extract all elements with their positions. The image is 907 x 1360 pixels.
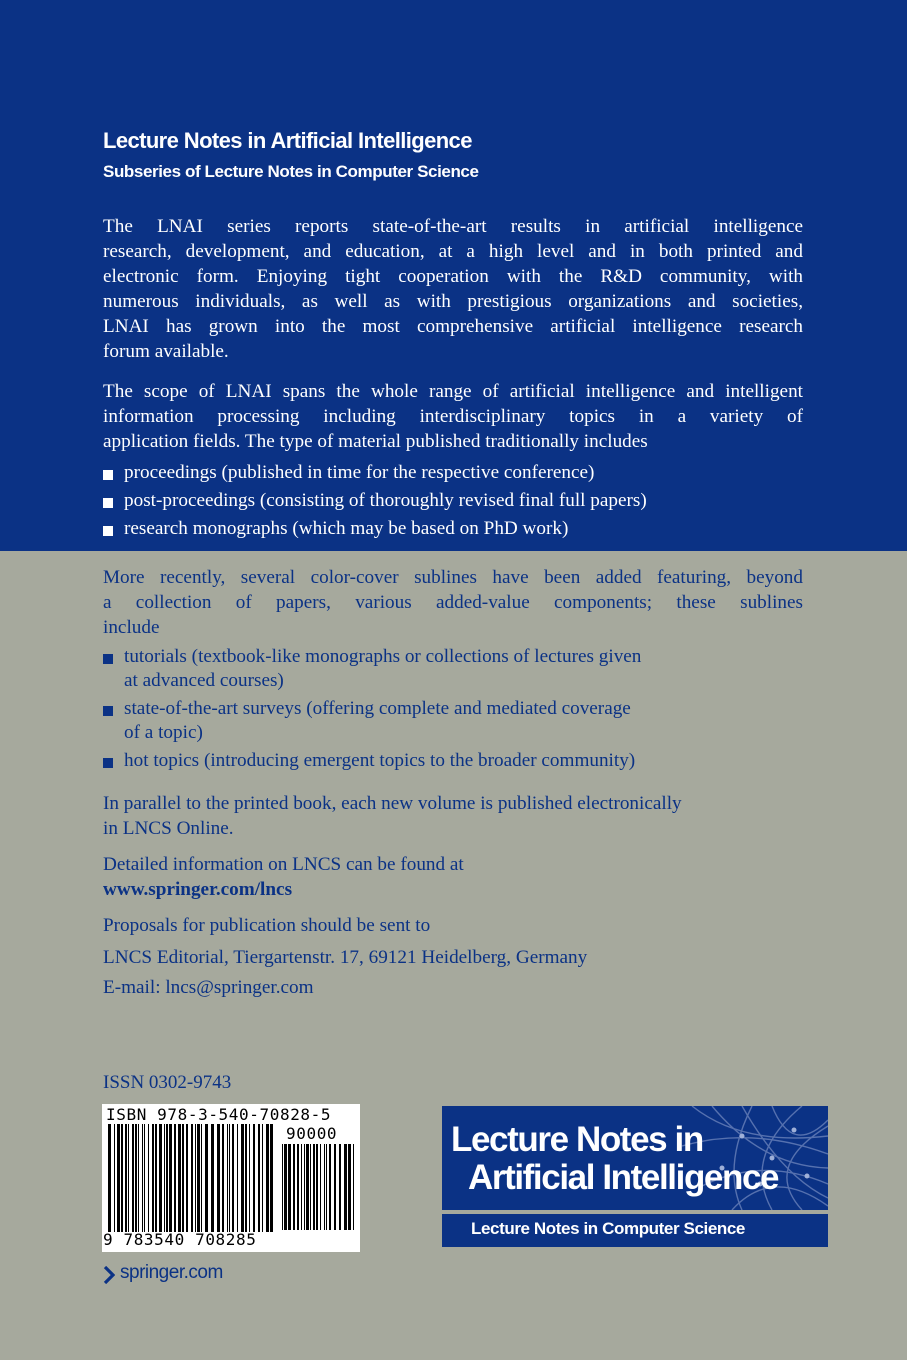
barcode-bar	[166, 1124, 168, 1232]
list-item	[103, 749, 823, 773]
logo-subline: Lecture Notes in Computer Science	[471, 1219, 745, 1238]
barcode-bar	[270, 1124, 273, 1232]
bullet-square-icon	[103, 706, 113, 716]
barcode-bar	[191, 1124, 193, 1232]
publisher-text: springer.com	[120, 1262, 223, 1283]
sublines-paragraph	[103, 565, 803, 640]
material-types-list	[103, 461, 823, 545]
barcode-bar	[339, 1144, 341, 1230]
barcode-bar	[304, 1144, 305, 1230]
barcode-bar	[316, 1144, 318, 1230]
text-line: LNAI has grown into the most comprehensive artificial intelligence research	[103, 316, 803, 337]
barcode-bar	[195, 1124, 196, 1232]
text-line: information processing including interdisciplinary topics in a variety of	[103, 406, 803, 427]
info-text: Detailed information on LNCS can be found at	[103, 854, 464, 875]
text-line: research, development, and education, at a high level and in both printed and	[103, 241, 803, 262]
barcode-bar	[174, 1124, 176, 1232]
barcode-bar	[182, 1124, 184, 1232]
list-item-text: at advanced courses)	[124, 670, 284, 691]
barcode-bar	[310, 1144, 311, 1230]
barcode-bar	[334, 1144, 336, 1230]
bullet-square-icon	[103, 526, 113, 536]
text-line: In parallel to the printed book, each new volume is published electronically	[103, 793, 682, 814]
chevron-right-icon	[103, 1266, 115, 1284]
list-item	[103, 697, 823, 745]
barcode-bar	[132, 1124, 134, 1232]
barcode-bar	[138, 1124, 139, 1232]
barcode-bar	[108, 1124, 111, 1232]
isbn-barcode	[102, 1104, 360, 1252]
text-line: include	[103, 617, 160, 638]
barcode-bar	[201, 1124, 202, 1232]
barcode-bar	[227, 1124, 228, 1232]
barcode-bar	[288, 1144, 291, 1230]
electronic-paragraph	[103, 791, 803, 841]
barcode-bar	[293, 1144, 295, 1230]
series-title: Lecture Notes in Artificial Intelligence	[103, 128, 472, 153]
barcode-bar	[353, 1144, 354, 1230]
barcode-bar	[217, 1124, 220, 1232]
lncs-link[interactable]: www.springer.com/lncs	[103, 879, 293, 900]
scope-paragraph	[103, 379, 803, 454]
intro-paragraph	[103, 214, 803, 364]
bullet-square-icon	[103, 654, 113, 664]
barcode-bar	[229, 1124, 230, 1232]
list-item	[103, 489, 823, 517]
text-line: forum available.	[103, 341, 229, 362]
barcode-bar	[313, 1144, 315, 1230]
barcode-bar	[117, 1124, 120, 1232]
issn-number: ISSN 0302-9743	[103, 1072, 232, 1093]
bullet-square-icon	[103, 758, 113, 768]
barcode-bar	[237, 1124, 238, 1232]
barcode-bar	[164, 1124, 165, 1232]
barcode-bar	[205, 1124, 208, 1232]
barcode-bar	[306, 1144, 309, 1230]
logo-line-1: Lecture Notes in	[451, 1120, 703, 1159]
barcode-bar	[152, 1124, 154, 1232]
list-item-text: research monographs (which may be based on PhD work)	[124, 518, 569, 539]
barcode-bar	[155, 1124, 157, 1232]
ean-bars	[108, 1124, 276, 1232]
barcode-bar	[258, 1124, 260, 1232]
barcode-bar	[241, 1124, 244, 1232]
postal-address: LNCS Editorial, Tiergartenstr. 17, 69121 Heidelberg, Germany	[103, 947, 588, 968]
text-line: The scope of LNAI spans the whole range of artificial intelligence and intelligent	[103, 381, 803, 402]
barcode-bar	[232, 1124, 234, 1232]
barcode-bar	[144, 1124, 145, 1232]
barcode-bar	[329, 1144, 331, 1230]
text-line: in LNCS Online.	[103, 818, 234, 839]
list-item	[103, 461, 823, 489]
barcode-bar	[245, 1124, 247, 1232]
list-item-text: hot topics (introducing emergent topics to the broader community)	[124, 750, 636, 771]
logo-divider	[442, 1210, 828, 1214]
barcode-bar	[211, 1124, 214, 1232]
barcode-bar	[249, 1124, 250, 1232]
list-item	[103, 645, 823, 693]
price-code: 90000	[286, 1124, 338, 1143]
text-line: numerous individuals, as well as with prestigious organizations and societies,	[103, 291, 803, 312]
addon-bars	[282, 1144, 356, 1230]
text-line: application fields. The type of material published traditionally includes	[103, 431, 648, 452]
barcode-bar	[284, 1144, 287, 1230]
text-line: The LNAI series reports state-of-the-art results in artificial intelligence	[103, 216, 803, 237]
barcode-bar	[326, 1144, 327, 1230]
contact-block	[103, 943, 587, 1003]
isbn-text: ISBN 978-3-540-70828-5	[106, 1105, 332, 1124]
barcode-bar	[197, 1124, 200, 1232]
barcode-bar	[320, 1144, 321, 1230]
list-item-text: proceedings (published in time for the respective conference)	[124, 462, 595, 483]
barcode-bar	[142, 1124, 143, 1232]
barcode-bar	[348, 1144, 351, 1230]
list-item-text: post-proceedings (consisting of thoroughly revised final full papers)	[124, 490, 647, 511]
barcode-bar	[169, 1124, 172, 1232]
list-item-text: state-of-the-art surveys (offering complete and mediated coverage	[124, 698, 631, 719]
barcode-bar	[135, 1124, 137, 1232]
text-line: electronic form. Enjoying tight cooperation with the R&D community, with	[103, 266, 803, 287]
barcode-bar	[114, 1124, 115, 1232]
sublines-list	[103, 645, 823, 773]
proposals-text: Proposals for publication should be sent to	[103, 915, 431, 936]
barcode-bar	[301, 1144, 302, 1230]
logo-line-2: Artificial Intelligence	[468, 1158, 779, 1197]
text-line: a collection of papers, various added-value components; these sublines	[103, 592, 803, 613]
list-item-text: of a topic)	[124, 722, 203, 743]
barcode-bar	[282, 1144, 283, 1230]
barcode-bar	[222, 1124, 224, 1232]
barcode-bar	[178, 1124, 181, 1232]
proposals-heading	[103, 913, 803, 938]
barcode-bar	[121, 1124, 123, 1232]
barcode-bar	[266, 1124, 269, 1232]
bullet-square-icon	[103, 498, 113, 508]
barcode-bar	[159, 1124, 162, 1232]
list-item-text: tutorials (textbook-like monographs or collections of lectures given	[124, 646, 642, 667]
barcode-bar	[253, 1124, 255, 1232]
text-line: More recently, several color-cover sublines have been added featuring, beyond	[103, 567, 803, 588]
email-address[interactable]: E-mail: lncs@springer.com	[103, 977, 314, 998]
ean-digits: 9 783540 708285	[103, 1230, 257, 1249]
barcode-bar	[125, 1124, 127, 1232]
barcode-bar	[128, 1124, 129, 1232]
barcode-bar	[297, 1144, 299, 1230]
series-logo	[442, 1106, 828, 1247]
list-item	[103, 517, 823, 545]
series-subtitle: Subseries of Lecture Notes in Computer Science	[103, 162, 479, 181]
barcode-bar	[324, 1144, 325, 1230]
barcode-bar	[148, 1124, 149, 1232]
barcode-bar	[262, 1124, 263, 1232]
bullet-square-icon	[103, 470, 113, 480]
info-paragraph	[103, 852, 803, 902]
barcode-bar	[344, 1144, 347, 1230]
barcode-bar	[186, 1124, 188, 1232]
